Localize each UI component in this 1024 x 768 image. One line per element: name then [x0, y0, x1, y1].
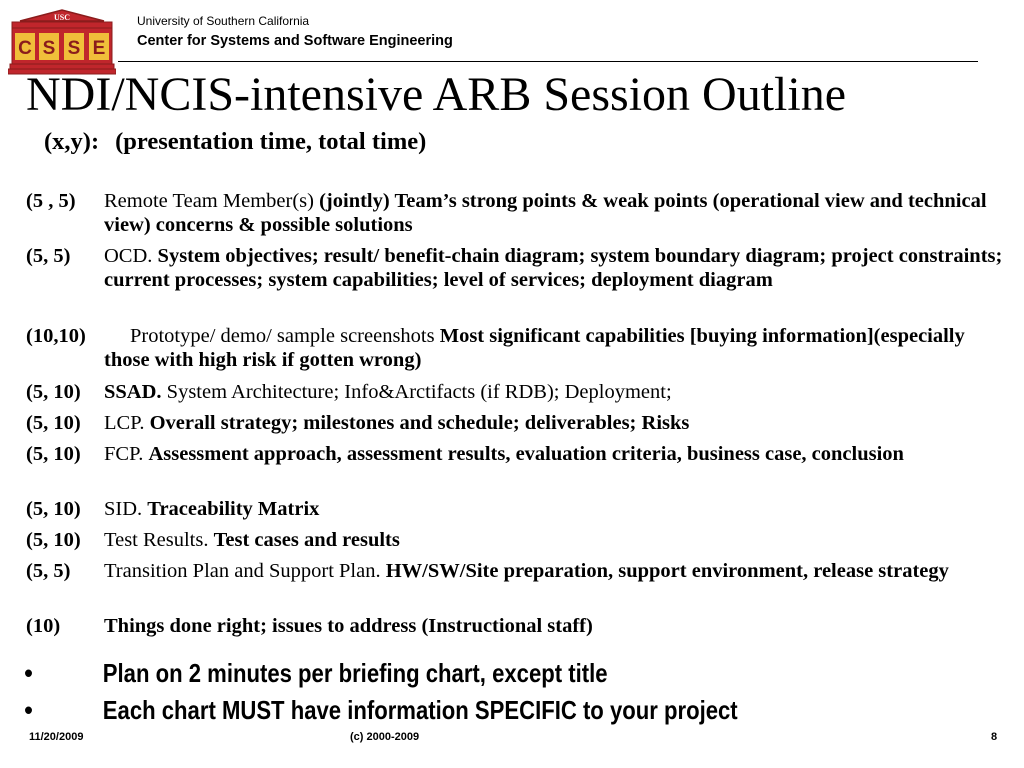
agenda-time: (5, 10) — [26, 443, 81, 465]
agenda-time: (5, 10) — [26, 498, 81, 520]
agenda-detail: HW/SW/Site preparation, support environment, release strategy — [385, 560, 949, 582]
agenda-label: Test Results — [104, 529, 204, 551]
logo-usc-text: USC — [53, 13, 71, 22]
center-name: Center for Systems and Software Engineering — [137, 33, 453, 49]
header-divider — [118, 61, 978, 62]
bullet-text: Each chart MUST have information SPECIFIC to your project — [102, 695, 738, 725]
agenda-label: SID — [104, 498, 138, 520]
agenda-item: (5, 10) LCP. Overall strategy; milestones and schedule; deliverables; Risks — [26, 412, 690, 434]
agenda-item: (5, 10) SID. Traceability Matrix — [26, 498, 320, 520]
logo-letter: S — [42, 38, 56, 59]
agenda-time: (5, 10) — [26, 412, 81, 434]
bullet-point — [24, 658, 608, 689]
agenda-detail: Traceability Matrix — [147, 498, 320, 520]
agenda-detail: Overall strategy; milestones and schedule; deliverables; Risks — [149, 412, 690, 434]
agenda-detail: (jointly) Team’s strong points & weak points (operational view and technical view) concerns & possible solutions — [104, 190, 987, 236]
footer-page-number: 8 — [991, 731, 998, 743]
agenda-time: (10,10) — [26, 325, 86, 347]
bullet-text: Plan on 2 minutes per briefing chart, except title — [102, 658, 608, 688]
agenda-detail: Test cases and results — [213, 529, 400, 551]
agenda-item — [26, 614, 1011, 638]
logo-letter: S — [67, 38, 81, 59]
bullet-marker: • — [24, 658, 33, 688]
agenda-time: (5 , 5) — [26, 190, 76, 212]
subtitle-legend-key: (x,y): — [44, 128, 100, 155]
slide-subtitle — [44, 128, 426, 156]
agenda-label: OCD — [104, 245, 148, 267]
agenda-detail: Assessment approach, assessment results, evaluation criteria, business case, conclusion — [148, 443, 904, 465]
agenda-item: (5, 10) Test Results. Test cases and results — [26, 529, 400, 551]
agenda-label: Transition Plan and Support Plan — [104, 560, 376, 582]
agenda-label: SSAD. — [104, 381, 162, 403]
agenda-item — [26, 324, 1011, 372]
bullet-point — [24, 695, 738, 726]
logo-letter: E — [92, 38, 106, 59]
footer-copyright: (c) 2000-2009 — [350, 731, 420, 743]
agenda-time: (5, 5) — [26, 560, 71, 582]
slide-title: NDI/NCIS-intensive ARB Session Outline — [26, 68, 847, 121]
agenda-label: Remote Team Member(s) — [104, 190, 314, 212]
agenda-item: (5, 10) FCP. Assessment approach, assessment results, evaluation criteria, business case, conclusion — [26, 443, 904, 465]
agenda-detail: Most significant capabilities [buying information](especially those with high risk if gotten wrong) — [104, 325, 965, 371]
footer-date: 11/20/2009 — [29, 731, 84, 743]
agenda-detail: Things done right; issues to address (Instructional staff) — [104, 615, 593, 637]
agenda-time: (5, 10) — [26, 381, 81, 403]
agenda-detail: System objectives; result/ benefit-chain diagram; system boundary diagram; project constraints; current processes; system capabilities; level of services; deployment diagram — [104, 245, 1003, 291]
agenda-item: (5, 5) Transition Plan and Support Plan. HW/SW/Site preparation, support environment, release strategy — [26, 560, 949, 582]
agenda-time: (5, 5) — [26, 245, 71, 267]
agenda-time: (10) — [26, 615, 61, 637]
agenda-item — [26, 189, 1011, 237]
agenda-label: Prototype/ demo/ sample screenshots — [130, 325, 435, 347]
logo-letter: C — [18, 38, 32, 59]
agenda-label: FCP — [104, 443, 139, 465]
agenda-time: (5, 10) — [26, 529, 81, 551]
agenda-label: LCP — [104, 412, 140, 434]
subtitle-legend-meaning: (presentation time, total time) — [115, 128, 427, 155]
agenda-item — [26, 380, 1011, 404]
agenda-detail: System Architecture; Info&Arctifacts (if RDB); Deployment; — [166, 381, 672, 403]
university-name: University of Southern California — [137, 14, 310, 28]
bullet-marker: • — [24, 695, 33, 725]
agenda-item: (5, 5) OCD. System objectives; result/ benefit-chain diagram; system boundary diagram; project constraints; current processes; system capabilities; level of services; deployment diagram — [26, 245, 1003, 291]
